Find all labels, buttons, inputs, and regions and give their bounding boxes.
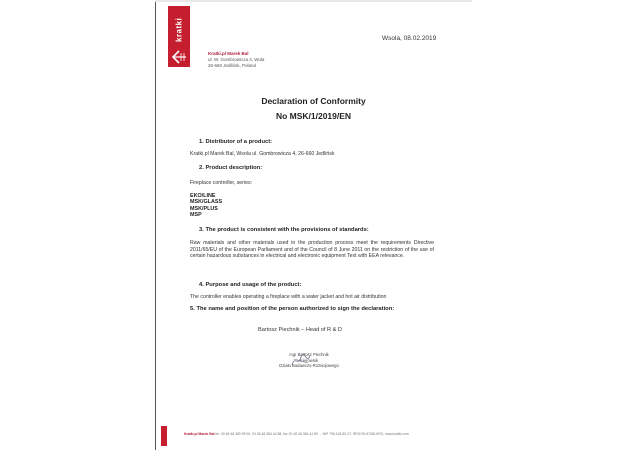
section-2-body: Fireplace controller, series: [190, 180, 252, 186]
section-3-heading: 3. The product is consistent with the provisions of standards: [199, 227, 369, 233]
section-3-body: Raw materials and other materials used in the production process meet the requirements Directive 2011/65/EU of the European Parliament and of the Council of 8 June 2011 on the restriction of the use of certain hazardous substances in electrical and electronic equipment Text with EEA relevance. [190, 240, 434, 260]
document-date: Wsola, 08.02.2019 [382, 35, 437, 42]
section-1-body: Kratki.pl Marek Bal, Wsola ul. Gombrowicza 4, 26-660 Jedlińsk [190, 151, 335, 157]
section-1-heading: 1. Distributor of a product: [199, 139, 273, 145]
stamp-line-1: mgr Bartosz Piechnik [289, 352, 329, 357]
series-item: MSK/PLUS [190, 205, 218, 212]
company-name: Kratki.pl Marek Bal [208, 51, 249, 56]
signature-icon [290, 353, 312, 369]
series-item: EKO/LINE [190, 193, 216, 199]
footer-contact [184, 432, 409, 436]
series-item: MSP [190, 211, 202, 218]
arrow-logo-icon [171, 50, 187, 64]
footer-brand-block [161, 426, 167, 446]
footer-details: tel. 00 48 48 389 99 00, 00 48 48 384 44 88, fax 00 48 48 384 44 89 ... NIP 796-115-80-07, REGON 670814970, www.kratki.com [215, 432, 409, 436]
document-number: No MSK/1/2019/EN [275, 111, 352, 121]
product-series-list [190, 193, 222, 218]
document-page [155, 0, 473, 450]
document-title: Declaration of Conformity [261, 96, 366, 106]
section-2-heading: 2. Product description: [199, 165, 263, 171]
company-address [208, 51, 264, 69]
address-line-2: 26-660 Jedlińsk, Poland [208, 63, 257, 68]
section-4-body: The controller enables operating a fireplace with a water jacket and hot air distribution [190, 294, 387, 300]
kratki-logo [168, 6, 190, 67]
footer-company-name: Kratki.pl Marek Bal [184, 432, 215, 436]
stamp-line-2: Kierownik [299, 357, 319, 363]
series-item: MSK/GLASS [190, 199, 223, 206]
page-edge [155, 0, 472, 2]
address-line-1: ul. W. Gombrowicza 4, Wola [208, 57, 265, 62]
logo-text: kratki [174, 17, 184, 43]
section-4-heading: 4. Purpose and usage of the product: [199, 282, 302, 288]
section-5-heading: 5. The name and position of the person authorized to sign the declaration: [190, 306, 395, 312]
signer-name-position: Bartosz Piechnik – Head of R & D [258, 327, 342, 333]
stamp-line-3: Działu Badawczo-Rozwojowego [279, 363, 339, 368]
